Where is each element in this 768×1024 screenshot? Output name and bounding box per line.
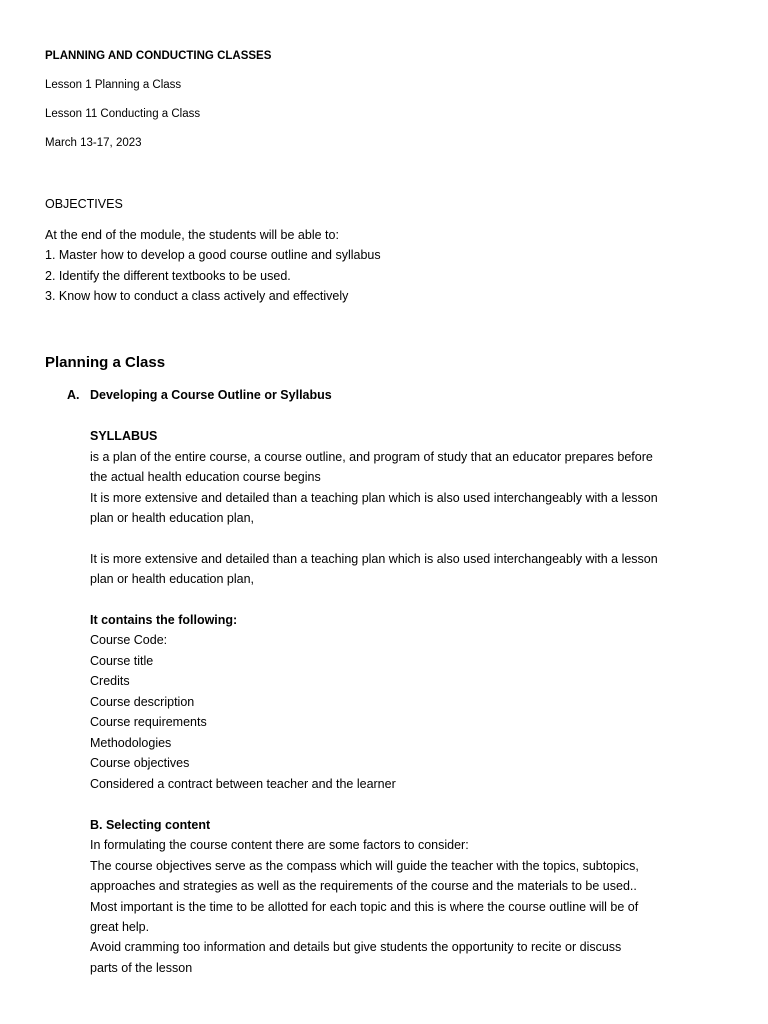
syllabus-text-line: is a plan of the entire course, a course outline, and program of study that an educator prepares before xyxy=(90,450,653,464)
section-b-line: In formulating the course content there are some factors to consider: xyxy=(90,838,469,852)
syllabus-text-line: It is more extensive and detailed than a teaching plan which is also used interchangeably with a lesson xyxy=(90,552,658,566)
section-heading-planning: Planning a Class xyxy=(45,354,166,371)
contains-item: Course title xyxy=(90,654,154,668)
section-a-title: Developing a Course Outline or Syllabus xyxy=(90,388,332,402)
contains-item: Course objectives xyxy=(90,756,190,770)
section-b-line: approaches and strategies as well as the requirements of the course and the materials to be used.. xyxy=(90,879,637,893)
objective-item: 3. Know how to conduct a class actively and effectively xyxy=(45,289,349,303)
list-marker-a: A. xyxy=(67,388,80,402)
lesson-1-label: Lesson 1 Planning a Class xyxy=(45,79,182,91)
objectives-heading: OBJECTIVES xyxy=(45,197,123,211)
contains-item: Methodologies xyxy=(90,736,172,750)
contains-heading: It contains the following: xyxy=(90,613,238,627)
objectives-intro: At the end of the module, the students will be able to: xyxy=(45,228,339,242)
syllabus-text-line: plan or health education plan, xyxy=(90,511,255,525)
contains-item: Credits xyxy=(90,674,130,688)
section-b-line: parts of the lesson xyxy=(90,961,193,975)
syllabus-text-line: plan or health education plan, xyxy=(90,572,255,586)
section-b-heading: B. Selecting content xyxy=(90,818,211,832)
section-b-line: The course objectives serve as the compass which will guide the teacher with the topics, subtopics, xyxy=(90,859,639,873)
section-b-line: great help. xyxy=(90,920,150,934)
contains-item: Course description xyxy=(90,695,195,709)
section-b-line: Most important is the time to be allotted for each topic and this is where the course outline will be of xyxy=(90,900,639,914)
contains-item: Course Code: xyxy=(90,633,168,647)
section-b-line: Avoid cramming too information and details but give students the opportunity to recite or discuss xyxy=(90,940,622,954)
contains-item: Considered a contract between teacher and the learner xyxy=(90,777,396,791)
syllabus-text-line: It is more extensive and detailed than a teaching plan which is also used interchangeably with a lesson xyxy=(90,491,658,505)
objective-item: 1. Master how to develop a good course outline and syllabus xyxy=(45,248,381,262)
contains-item: Course requirements xyxy=(90,715,207,729)
document-title: PLANNING AND CONDUCTING CLASSES xyxy=(45,50,272,62)
syllabus-heading: SYLLABUS xyxy=(90,429,158,443)
objective-item: 2. Identify the different textbooks to be used. xyxy=(45,269,291,283)
date-label: March 13-17, 2023 xyxy=(45,137,142,149)
lesson-2-label: Lesson 11 Conducting a Class xyxy=(45,108,201,120)
syllabus-text-line: the actual health education course begins xyxy=(90,470,321,484)
